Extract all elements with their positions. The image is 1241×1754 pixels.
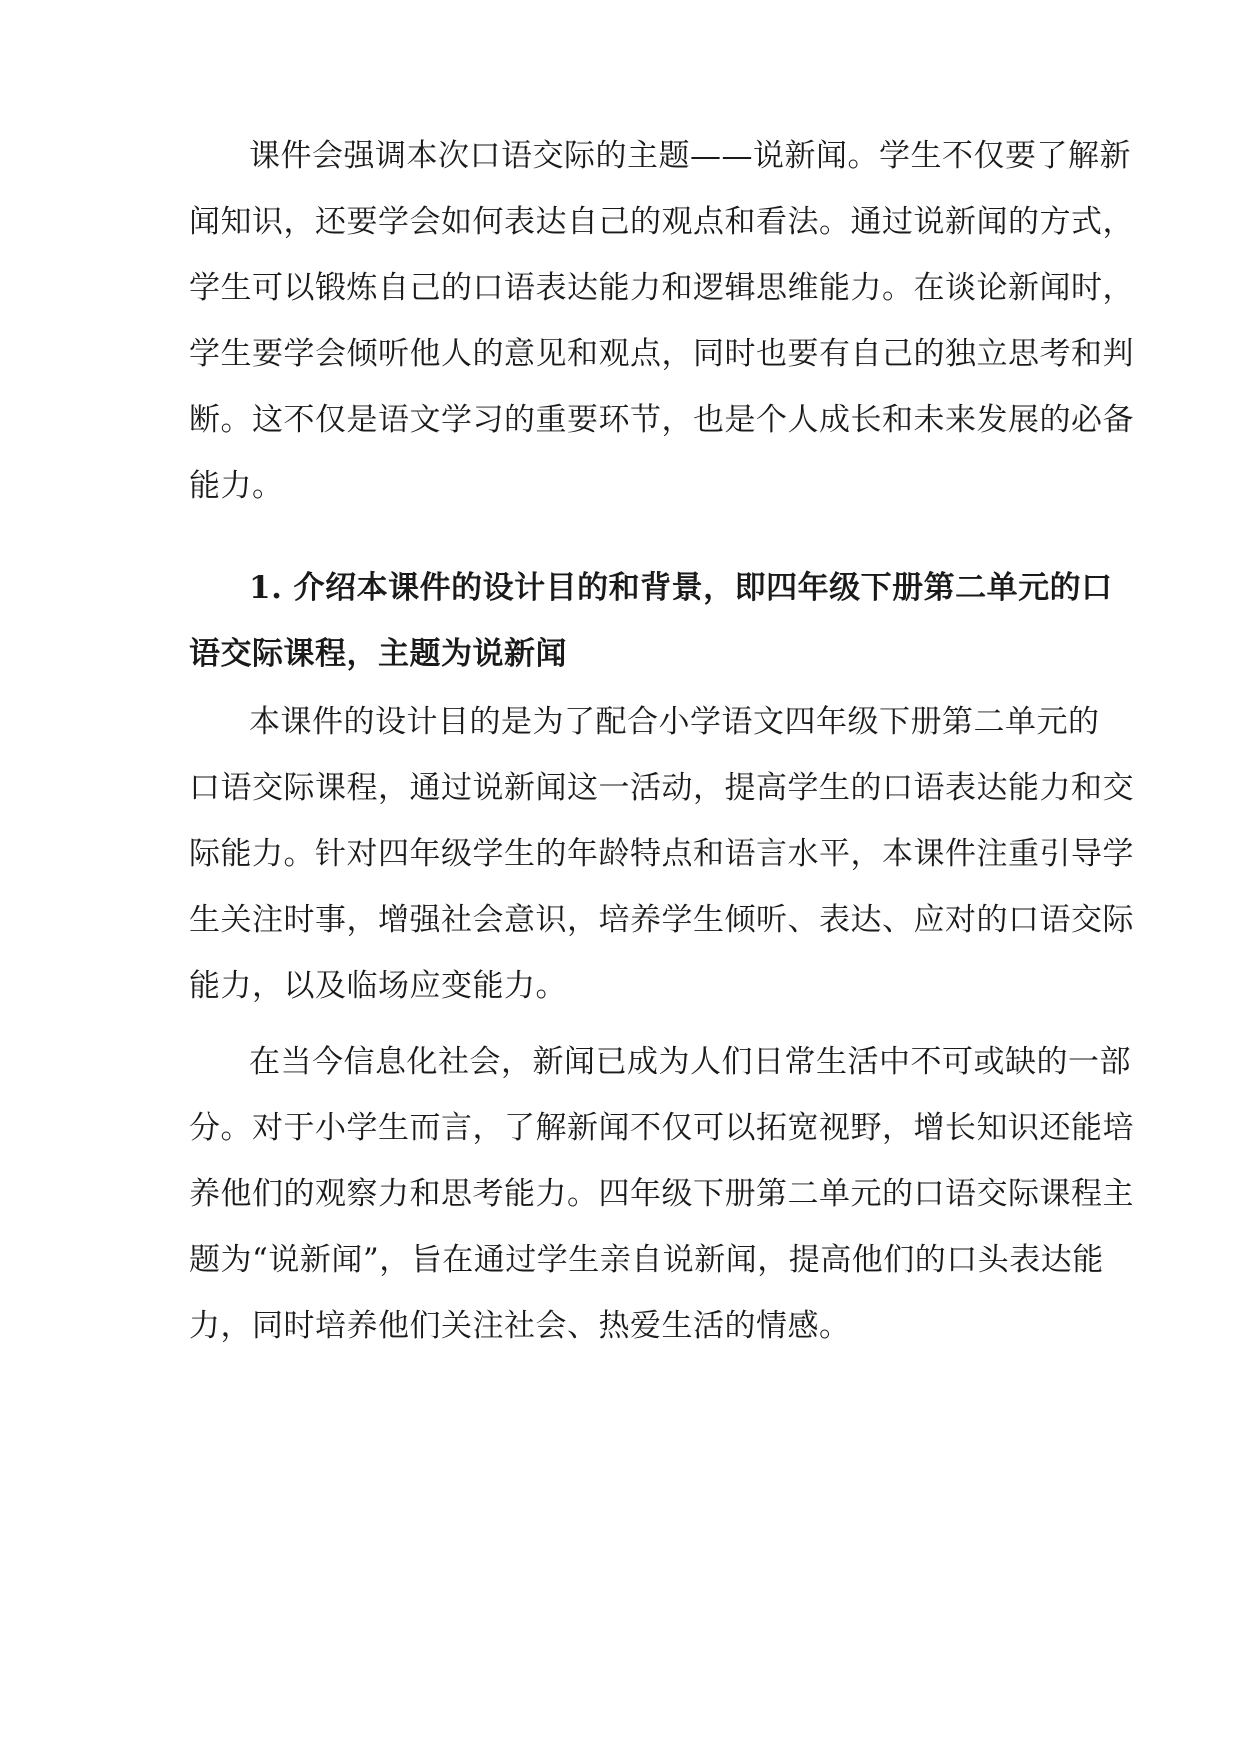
heading-line: 语交际课程，主题为说新闻: [189, 636, 567, 672]
heading-line: 1. 介绍本课件的设计目的和背景，即四年级下册第二单元的口: [249, 570, 1113, 606]
paragraph-line: 学生可以锻炼自己的口语表达能力和逻辑思维能力。在谈论新闻时，: [189, 270, 1134, 306]
paragraph-line: 闻知识，还要学会如何表达自己的观点和看法。通过说新闻的方式，: [189, 204, 1134, 240]
paragraph-line: 本课件的设计目的是为了配合小学语文四年级下册第二单元的: [249, 704, 1100, 740]
paragraph-line: 际能力。针对四年级学生的年龄特点和语言水平，本课件注重引导学: [189, 836, 1134, 872]
paragraph-line: 能力，以及临场应变能力。: [189, 968, 567, 1004]
paragraph-line: 口语交际课程，通过说新闻这一活动，提高学生的口语表达能力和交: [189, 770, 1134, 806]
paragraph-line: 题为“说新闻”，旨在通过学生亲自说新闻，提高他们的口头表达能: [189, 1242, 1104, 1278]
paragraph-line: 分。对于小学生而言，了解新闻不仅可以拓宽视野，增长知识还能培: [189, 1110, 1134, 1146]
paragraph-line: 断。这不仅是语文学习的重要环节，也是个人成长和未来发展的必备: [189, 402, 1134, 438]
paragraph-line: 养他们的观察力和思考能力。四年级下册第二单元的口语交际课程主: [189, 1176, 1134, 1212]
paragraph-line: 力，同时培养他们关注社会、热爱生活的情感。: [189, 1308, 851, 1344]
paragraph-line: 在当今信息化社会，新闻已成为人们日常生活中不可或缺的一部: [249, 1044, 1131, 1080]
paragraph-line: 生关注时事，增强社会意识，培养学生倾听、表达、应对的口语交际: [189, 902, 1134, 938]
paragraph-line: 学生要学会倾听他人的意见和观点，同时也要有自己的独立思考和判: [189, 336, 1134, 372]
paragraph-line: 课件会强调本次口语交际的主题——说新闻。学生不仅要了解新: [249, 138, 1131, 174]
paragraph-line: 能力。: [189, 468, 284, 504]
